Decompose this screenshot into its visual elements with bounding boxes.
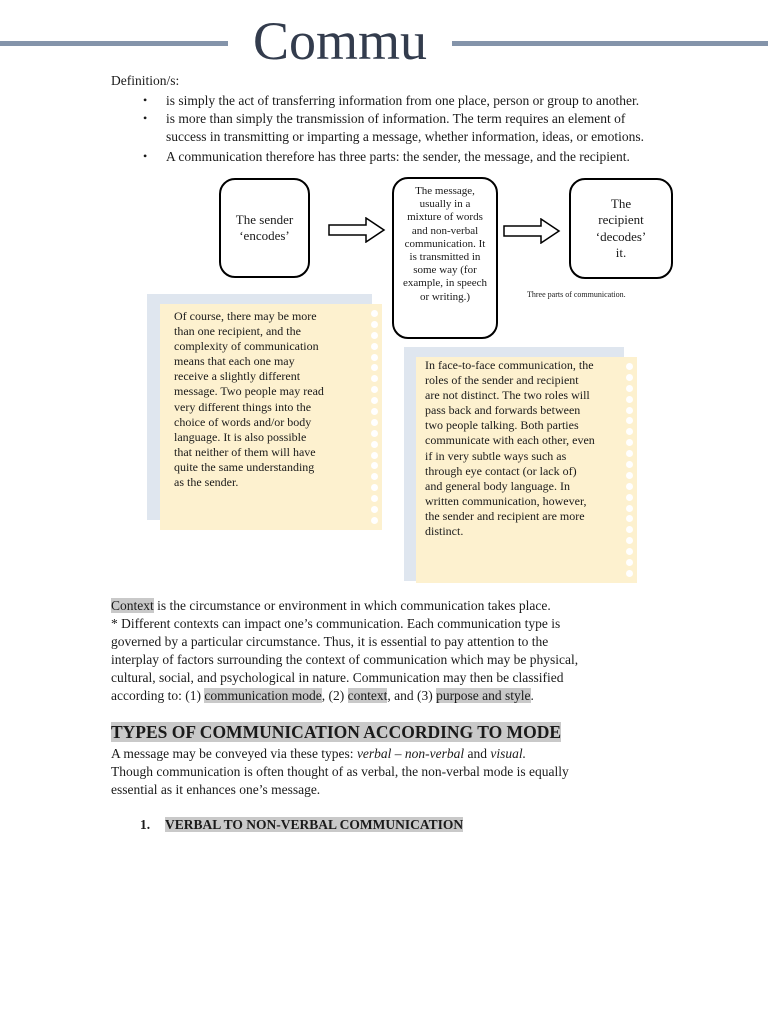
recipient-box <box>569 178 673 279</box>
note-line: communicate with each other, even <box>425 433 595 448</box>
note-holes <box>626 363 634 577</box>
note-line: distinct. <box>425 524 464 539</box>
note-line: means that each one may <box>174 354 295 369</box>
section-text: and <box>464 746 491 761</box>
note-line: message. Two people may read <box>174 384 324 399</box>
title-rule-right <box>452 41 768 46</box>
note-line: if in very subtle ways such as <box>425 448 567 463</box>
message-text: or writing.) <box>419 290 471 303</box>
note-line: receive a slightly different <box>174 369 301 384</box>
note-line: two people talking. Both parties <box>425 418 579 433</box>
note-line: choice of words and/or body <box>174 414 312 429</box>
section-text: essential as it enhances one’s message. <box>111 782 321 797</box>
message-text: The message, <box>415 185 475 197</box>
highlight-communication-mode: communication mode <box>204 688 322 703</box>
note-line: pass back and forwards between <box>425 403 581 418</box>
list-number: 1. <box>140 817 151 832</box>
note-line: language. It is also possible <box>174 429 307 444</box>
note-line: and general body language. In <box>425 478 570 493</box>
context-line: * Different contexts can impact one’s communication. Each communication type is <box>111 616 561 631</box>
diagram-caption: Three parts of communication. <box>527 290 626 299</box>
bullet-icon: • <box>143 149 148 163</box>
sender-text: ‘encodes’ <box>239 228 290 243</box>
recipient-text: recipient <box>598 212 644 227</box>
message-text: is transmitted in <box>409 251 481 264</box>
definitions-label: Definition/s: <box>111 73 180 88</box>
page-title: Commu <box>252 11 428 71</box>
note-line: are not distinct. The two roles will <box>425 388 590 403</box>
note-holes <box>371 310 379 524</box>
note-line: complexity of communication <box>174 339 319 354</box>
highlight-context: context <box>347 688 388 703</box>
section-italic: visual. <box>490 746 527 761</box>
note-line: quite the same understanding <box>174 459 315 474</box>
note-line: very different things into the <box>174 399 312 414</box>
note-line: that neither of them will have <box>174 444 316 459</box>
recipient-text: it. <box>615 245 627 260</box>
note-line: through eye contact (or lack of) <box>425 463 577 478</box>
list-item-heading <box>165 817 463 833</box>
message-text: and non-verbal <box>411 224 479 237</box>
note-card <box>160 304 382 530</box>
section-italic: verbal – non-verbal <box>356 746 465 761</box>
context-line: cultural, social, and psychological in nature. Communication may then be classified <box>111 670 564 685</box>
note-line: roles of the sender and recipient <box>425 373 579 388</box>
context-text: , and (3) <box>387 688 437 703</box>
message-text: mixture of words <box>407 211 483 224</box>
context-text: , (2) <box>321 688 348 703</box>
context-text: . <box>530 688 534 703</box>
note-line: the sender and recipient are more <box>425 508 585 523</box>
recipient-text: ‘decodes’ <box>595 228 647 244</box>
note-line: as the sender. <box>174 475 239 490</box>
definition-item: is more than simply the transmission of information. The term requires an element of <box>166 111 626 126</box>
context-line: governed by a particular circumstance. Thus, it is essential to pay attention to the <box>111 634 549 649</box>
arrow-right-icon <box>328 217 386 243</box>
context-paragraph <box>111 597 578 705</box>
definition-item-cont: success in transmitting or imparting a message, whether information, ideas, or emotions. <box>166 129 645 144</box>
section-heading-text: TYPES OF COMMUNICATION ACCORDING TO MODE <box>111 722 562 742</box>
section-text: A message may be conveyed via these types: <box>111 746 357 761</box>
title-rule-left <box>0 41 228 46</box>
sender-box <box>219 178 310 278</box>
definition-item: is simply the act of transferring information from one place, person or group to another. <box>166 93 640 108</box>
section-text: Though communication is often thought of as verbal, the non-verbal mode is equally <box>111 764 569 779</box>
message-text: usually in a <box>419 198 471 211</box>
section-paragraph <box>111 745 569 799</box>
note-line: Of course, there may be more <box>174 309 317 323</box>
list-item-text: VERBAL TO NON-VERBAL COMMUNICATION <box>165 817 464 832</box>
message-text: example, in speech <box>403 277 487 290</box>
note-line: In face-to-face communication, the <box>425 358 594 372</box>
highlight-purpose-style: purpose and style <box>436 688 531 703</box>
note-card <box>416 357 637 583</box>
message-box <box>392 177 498 339</box>
arrow-right-icon <box>503 218 561 244</box>
context-line: interplay of factors surrounding the context of communication which may be physical, <box>111 652 579 667</box>
context-term: Context <box>111 598 154 613</box>
section-heading <box>111 722 561 743</box>
message-text: some way (for <box>413 264 477 277</box>
recipient-text: The <box>610 195 632 211</box>
context-text: according to: (1) <box>111 688 205 703</box>
bullet-icon: • <box>143 93 148 107</box>
bullet-icon: • <box>143 111 148 125</box>
note-line: than one recipient, and the <box>174 324 301 339</box>
definition-item: A communication therefore has three parts: the sender, the message, and the recipient. <box>166 149 630 164</box>
note-line: written communication, however, <box>425 493 587 508</box>
sender-text: The sender <box>235 212 294 227</box>
message-text: communication. It <box>404 237 486 250</box>
context-text: is the circumstance or environment in which communication takes place. <box>153 598 551 613</box>
